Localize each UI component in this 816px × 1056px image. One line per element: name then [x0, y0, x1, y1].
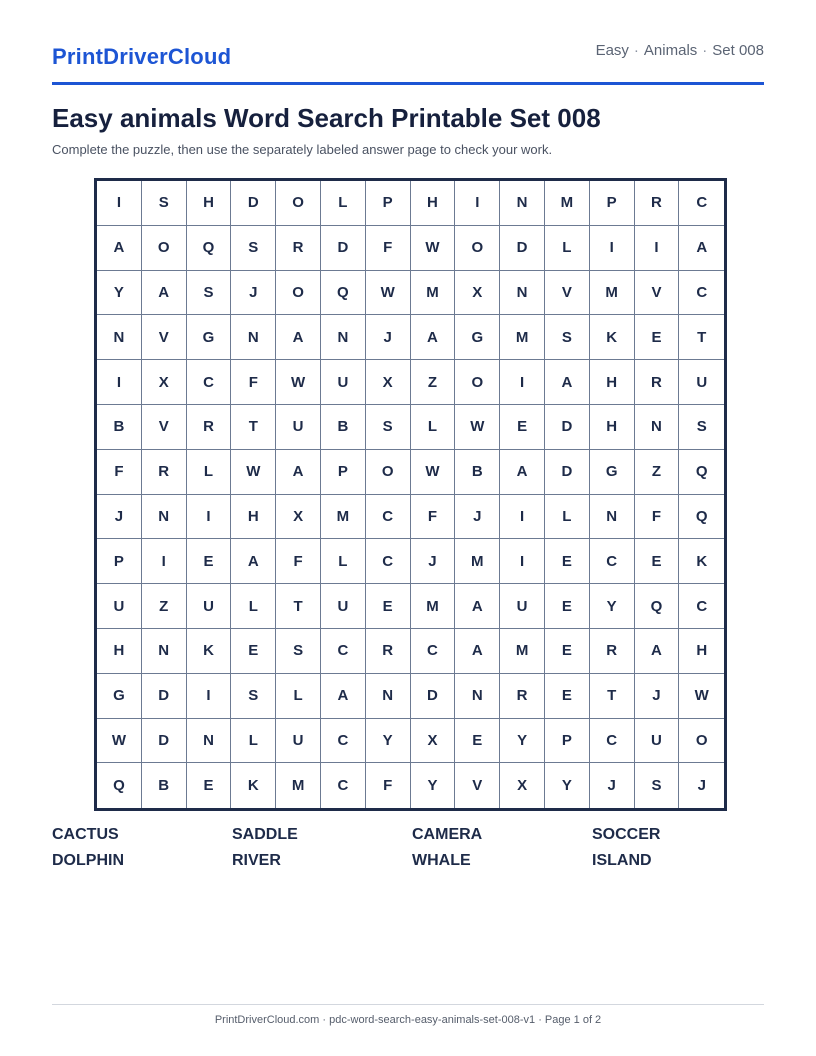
- word-list-item: CACTUS: [52, 826, 119, 843]
- grid-cell: O: [455, 226, 500, 271]
- grid-cell: C: [321, 719, 366, 764]
- grid-cell: A: [276, 450, 321, 495]
- grid-cell: H: [187, 181, 232, 226]
- grid-cell: Z: [411, 360, 456, 405]
- grid-cell: S: [187, 271, 232, 316]
- grid-cell: D: [545, 450, 590, 495]
- grid-cell: D: [321, 226, 366, 271]
- grid-cell: J: [411, 539, 456, 584]
- grid-cell: I: [142, 539, 187, 584]
- grid-cell: W: [231, 450, 276, 495]
- grid-cell: U: [276, 719, 321, 764]
- grid-cell: I: [97, 181, 142, 226]
- grid-cell: O: [679, 719, 724, 764]
- grid-cell: W: [679, 674, 724, 719]
- grid-cell: U: [635, 719, 680, 764]
- grid-cell: A: [679, 226, 724, 271]
- grid-cell: J: [635, 674, 680, 719]
- grid-cell: Q: [321, 271, 366, 316]
- grid-cell: M: [545, 181, 590, 226]
- grid-cell: R: [635, 181, 680, 226]
- word-list-item: WHALE: [412, 852, 471, 869]
- grid-cell: L: [276, 674, 321, 719]
- grid-cell: U: [276, 405, 321, 450]
- grid-cell: T: [276, 584, 321, 629]
- grid-cell: L: [321, 539, 366, 584]
- grid-cell: J: [455, 495, 500, 540]
- grid-cell: F: [366, 226, 411, 271]
- grid-cell: E: [231, 629, 276, 674]
- grid-cell: S: [635, 763, 680, 808]
- grid-cell: I: [590, 226, 635, 271]
- footer-divider: [52, 1004, 764, 1005]
- grid-cell: B: [97, 405, 142, 450]
- grid-cell: C: [590, 719, 635, 764]
- grid-cell: M: [321, 495, 366, 540]
- grid-cell: D: [231, 181, 276, 226]
- grid-cell: M: [500, 629, 545, 674]
- grid-cell: Q: [679, 495, 724, 540]
- grid-cell: N: [97, 315, 142, 360]
- grid-cell: S: [142, 181, 187, 226]
- grid-cell: R: [276, 226, 321, 271]
- word-list-item: RIVER: [232, 852, 281, 869]
- grid-cell: L: [545, 226, 590, 271]
- grid-cell: N: [455, 674, 500, 719]
- word-list-item: SADDLE: [232, 826, 298, 843]
- grid-cell: J: [697, 777, 706, 795]
- grid-cell: T: [679, 315, 724, 360]
- grid-cell: N: [187, 719, 232, 764]
- grid-cell: A: [500, 450, 545, 495]
- grid-cell: C: [679, 271, 724, 316]
- grid-cell: H: [97, 629, 142, 674]
- grid-cell: E: [187, 763, 232, 808]
- grid-cell: K: [590, 315, 635, 360]
- grid-cell: U: [321, 584, 366, 629]
- grid-cell: U: [500, 584, 545, 629]
- grid-cell: E: [187, 539, 232, 584]
- grid-cell: O: [142, 226, 187, 271]
- grid-cell: M: [500, 315, 545, 360]
- grid-cell: K: [231, 763, 276, 808]
- grid-cell: I: [635, 226, 680, 271]
- grid-cell: V: [142, 315, 187, 360]
- grid-cell: W: [366, 271, 411, 316]
- grid-cell: X: [455, 271, 500, 316]
- grid-cell: K: [187, 629, 232, 674]
- grid-cell: G: [97, 674, 142, 719]
- grid-cell: H: [590, 360, 635, 405]
- grid-cell: Q: [635, 584, 680, 629]
- breadcrumb: [596, 42, 764, 59]
- grid-cell: E: [635, 539, 680, 584]
- grid-cell: B: [321, 405, 366, 450]
- grid-cell: S: [231, 226, 276, 271]
- grid-cell: E: [545, 584, 590, 629]
- grid-cell: D: [411, 674, 456, 719]
- grid-cell: I: [97, 360, 142, 405]
- word-list-item: DOLPHIN: [52, 852, 124, 869]
- grid-cell: R: [187, 405, 232, 450]
- page-subtitle: Complete the puzzle, then use the separately labeled answer page to check your work.: [52, 142, 553, 157]
- grid-cell: P: [590, 181, 635, 226]
- grid-cell: S: [679, 405, 724, 450]
- grid-cell: G: [187, 315, 232, 360]
- grid-cell: S: [545, 315, 590, 360]
- grid-cell: E: [545, 629, 590, 674]
- grid-cell: U: [187, 584, 232, 629]
- grid-cell: C: [321, 763, 366, 808]
- breadcrumb-difficulty[interactable]: Easy: [595, 42, 629, 59]
- grid-cell: I: [187, 495, 232, 540]
- grid-cell: R: [142, 450, 187, 495]
- brand-logo[interactable]: PrintDriverCloud: [52, 44, 232, 69]
- breadcrumb-separator: ·: [633, 42, 639, 59]
- grid-cell: Q: [187, 226, 232, 271]
- grid-cell: F: [97, 450, 142, 495]
- word-list-item: SOCCER: [592, 826, 661, 843]
- grid-cell: A: [545, 360, 590, 405]
- grid-cell: A: [142, 271, 187, 316]
- grid-cell: H: [679, 629, 724, 674]
- grid-cell: F: [635, 495, 680, 540]
- grid-cell: S: [366, 405, 411, 450]
- grid-cell: F: [231, 360, 276, 405]
- grid-cell: E: [635, 315, 680, 360]
- grid-cell: D: [142, 719, 187, 764]
- grid-cell: P: [97, 539, 142, 584]
- grid-cell: A: [635, 629, 680, 674]
- grid-cell: E: [455, 719, 500, 764]
- grid-cell: C: [590, 539, 635, 584]
- grid-cell: M: [411, 584, 456, 629]
- grid-cell: I: [500, 495, 545, 540]
- grid-cell: A: [321, 674, 366, 719]
- breadcrumb-category[interactable]: Animals: [643, 42, 698, 59]
- grid-cell: V: [455, 763, 500, 808]
- grid-cell: W: [411, 226, 456, 271]
- word-search-grid: [94, 178, 727, 811]
- grid-cell: D: [545, 405, 590, 450]
- grid-cell: A: [231, 539, 276, 584]
- grid-cell: L: [187, 450, 232, 495]
- grid-cell: N: [321, 315, 366, 360]
- grid-cell: Y: [590, 584, 635, 629]
- grid-cell: C: [321, 629, 366, 674]
- grid-cell: W: [455, 405, 500, 450]
- grid-cell: O: [276, 271, 321, 316]
- grid-cell: P: [545, 719, 590, 764]
- grid-cell: L: [231, 584, 276, 629]
- grid-cell: N: [366, 674, 411, 719]
- grid-cell: C: [366, 495, 411, 540]
- grid-cell: K: [679, 539, 724, 584]
- breadcrumb-separator: ·: [702, 42, 708, 59]
- grid-cell: N: [231, 315, 276, 360]
- page-title: Easy animals Word Search Printable Set 008: [52, 103, 601, 133]
- grid-cell: U: [97, 584, 142, 629]
- grid-cell: Q: [97, 763, 142, 808]
- grid-cell: E: [500, 405, 545, 450]
- grid-cell: Y: [545, 763, 590, 808]
- grid-cell: V: [142, 405, 187, 450]
- grid-cell: B: [455, 450, 500, 495]
- grid-cell: M: [590, 271, 635, 316]
- breadcrumb-set: Set 008: [712, 42, 764, 59]
- grid-cell: U: [679, 360, 724, 405]
- grid-cell: T: [231, 405, 276, 450]
- grid-cell: R: [500, 674, 545, 719]
- grid-cell: H: [411, 181, 456, 226]
- grid-cell: N: [500, 181, 545, 226]
- grid-cell: A: [455, 584, 500, 629]
- grid-cell: A: [455, 629, 500, 674]
- grid-cell: M: [455, 539, 500, 584]
- grid-cell: M: [411, 271, 456, 316]
- grid-cell: C: [366, 539, 411, 584]
- grid-cell: I: [500, 539, 545, 584]
- grid-cell: X: [366, 360, 411, 405]
- grid-cell: H: [590, 405, 635, 450]
- grid-cell: C: [187, 360, 232, 405]
- grid-cell: A: [276, 315, 321, 360]
- grid-cell: Y: [366, 719, 411, 764]
- grid-cell: Y: [97, 271, 142, 316]
- grid-cell: N: [635, 405, 680, 450]
- grid-cell: C: [679, 584, 724, 629]
- grid-cell: M: [276, 763, 321, 808]
- grid-cell: S: [276, 629, 321, 674]
- word-list: [52, 826, 772, 870]
- grid-cell: L: [321, 181, 366, 226]
- grid-cell: Z: [142, 584, 187, 629]
- grid-cell: I: [187, 674, 232, 719]
- grid-cell: J: [366, 315, 411, 360]
- grid-cell: Q: [679, 450, 724, 495]
- word-list-item: ISLAND: [592, 852, 652, 869]
- grid-cell: I: [500, 360, 545, 405]
- grid-cell: V: [545, 271, 590, 316]
- word-list-item: CAMERA: [412, 826, 483, 843]
- grid-cell: J: [231, 271, 276, 316]
- grid-cell: R: [635, 360, 680, 405]
- grid-cell: N: [590, 495, 635, 540]
- grid-cell: O: [455, 360, 500, 405]
- grid-cell: X: [411, 719, 456, 764]
- grid-cell: X: [142, 360, 187, 405]
- grid-cell: W: [276, 360, 321, 405]
- grid-cell: N: [500, 271, 545, 316]
- grid-cell: W: [97, 719, 142, 764]
- grid-cell: L: [545, 495, 590, 540]
- grid-cell: O: [276, 181, 321, 226]
- grid-cell: X: [276, 495, 321, 540]
- grid-cell: F: [366, 763, 411, 808]
- grid-cell: W: [411, 450, 456, 495]
- grid-cell: G: [455, 315, 500, 360]
- grid-cell: T: [590, 674, 635, 719]
- page-footer: PrintDriverCloud.com · pdc-word-search-easy-animals-set-008-v1 · Page 1 of 2: [214, 1014, 602, 1026]
- grid-cell: G: [590, 450, 635, 495]
- grid-cell: V: [635, 271, 680, 316]
- grid-cell: D: [500, 226, 545, 271]
- grid-cell: H: [231, 495, 276, 540]
- grid-cell: A: [97, 226, 142, 271]
- grid-cell: C: [679, 181, 724, 226]
- grid-cell: P: [366, 181, 411, 226]
- grid-cell: X: [500, 763, 545, 808]
- grid-cell: E: [545, 674, 590, 719]
- grid-cell: L: [411, 405, 456, 450]
- grid-cell: S: [231, 674, 276, 719]
- grid-cell: N: [142, 629, 187, 674]
- grid-cell: O: [366, 450, 411, 495]
- grid-cell: C: [411, 629, 456, 674]
- grid-cell: D: [142, 674, 187, 719]
- grid-cell: E: [366, 584, 411, 629]
- header-divider: [52, 82, 764, 85]
- grid-cell: J: [590, 763, 635, 808]
- grid-cell: U: [321, 360, 366, 405]
- grid-cell: B: [142, 763, 187, 808]
- grid-cell: J: [97, 495, 142, 540]
- grid-cell: F: [411, 495, 456, 540]
- grid-cell: F: [276, 539, 321, 584]
- grid-cell: Z: [635, 450, 680, 495]
- grid-cell: N: [142, 495, 187, 540]
- grid-cell: L: [231, 719, 276, 764]
- grid-cell: I: [455, 181, 500, 226]
- grid-cell: Y: [500, 719, 545, 764]
- grid-cell: E: [545, 539, 590, 584]
- grid-cell: R: [366, 629, 411, 674]
- grid-cell: Y: [411, 763, 456, 808]
- grid-cell: P: [321, 450, 366, 495]
- grid-cell: A: [411, 315, 456, 360]
- grid-cell: R: [590, 629, 635, 674]
